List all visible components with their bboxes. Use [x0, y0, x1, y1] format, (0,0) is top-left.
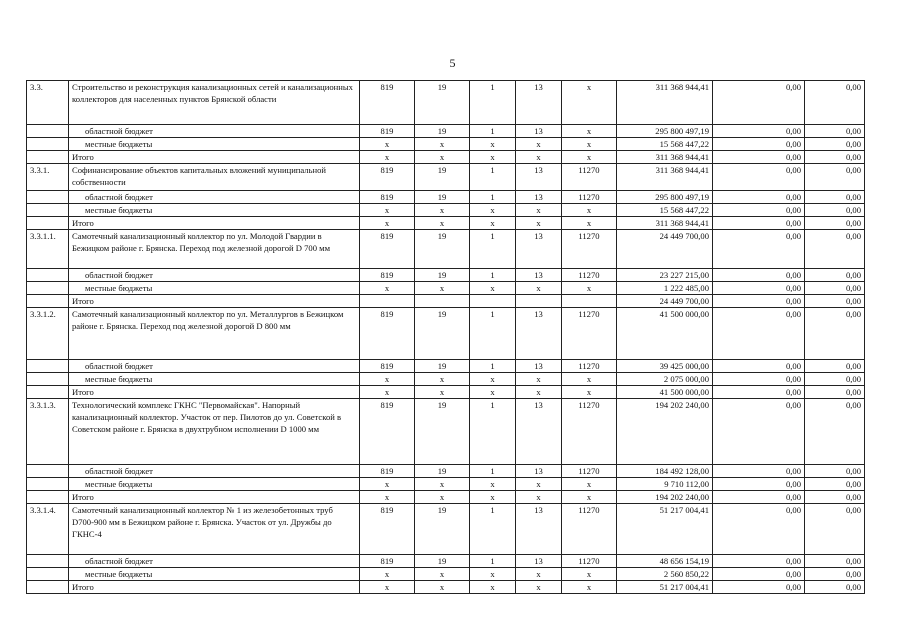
- amount-year-2: 0,00: [713, 581, 805, 594]
- row-code: [27, 191, 69, 204]
- subsection-code: 1: [470, 230, 516, 269]
- section-code: x: [415, 373, 470, 386]
- amount-year-2: 0,00: [713, 373, 805, 386]
- row-code: 3.3.1.: [27, 164, 69, 191]
- subsection-code: x: [470, 204, 516, 217]
- section-code: 19: [415, 191, 470, 204]
- amount-year-2: 0,00: [713, 125, 805, 138]
- amount-year-2: 0,00: [713, 308, 805, 360]
- subsection-code: 1: [470, 191, 516, 204]
- row-name: местные бюджеты: [69, 373, 360, 386]
- target-code: x: [562, 581, 617, 594]
- ministry-code: 819: [360, 465, 415, 478]
- row-name: областной бюджет: [69, 191, 360, 204]
- ministry-code: x: [360, 581, 415, 594]
- section-code: x: [415, 138, 470, 151]
- section-code: x: [415, 282, 470, 295]
- target-code: 11270: [562, 504, 617, 555]
- table-row-budget: [27, 478, 865, 491]
- amount-year-3: 0,00: [805, 217, 865, 230]
- subsection-code: 1: [470, 164, 516, 191]
- subsection-code: x: [470, 568, 516, 581]
- row-code: [27, 282, 69, 295]
- ministry-code: 819: [360, 399, 415, 465]
- target-code: 11270: [562, 308, 617, 360]
- program-code: 13: [516, 465, 562, 478]
- subsection-code: 1: [470, 504, 516, 555]
- row-name: местные бюджеты: [69, 478, 360, 491]
- amount-year-3: 0,00: [805, 581, 865, 594]
- row-name: Итого: [69, 295, 360, 308]
- section-code: 19: [415, 555, 470, 568]
- amount-year-1: 2 075 000,00: [617, 373, 713, 386]
- target-code: x: [562, 568, 617, 581]
- section-code: 19: [415, 164, 470, 191]
- program-code: 13: [516, 555, 562, 568]
- row-name: областной бюджет: [69, 360, 360, 373]
- table-row-budget: [27, 138, 865, 151]
- program-code: x: [516, 282, 562, 295]
- program-code: x: [516, 151, 562, 164]
- program-code: 13: [516, 125, 562, 138]
- program-code: 13: [516, 81, 562, 125]
- subsection-code: 1: [470, 269, 516, 282]
- target-code: x: [562, 204, 617, 217]
- amount-year-2: 0,00: [713, 568, 805, 581]
- row-code: 3.3.1.1.: [27, 230, 69, 269]
- budget-table: [26, 80, 865, 594]
- ministry-code: x: [360, 568, 415, 581]
- program-code: x: [516, 204, 562, 217]
- section-code: 19: [415, 81, 470, 125]
- row-code: [27, 568, 69, 581]
- amount-year-3: 0,00: [805, 151, 865, 164]
- row-name: местные бюджеты: [69, 282, 360, 295]
- ministry-code: 819: [360, 269, 415, 282]
- amount-year-3: 0,00: [805, 373, 865, 386]
- row-code: [27, 295, 69, 308]
- row-code: [27, 125, 69, 138]
- row-name: Самотечный канализационный коллектор по ул. Молодой Гвардии в Бежицком районе г. Брянска. Переход под железной дорогой D 700 мм: [69, 230, 360, 269]
- program-code: x: [516, 217, 562, 230]
- amount-year-1: 311 368 944,41: [617, 164, 713, 191]
- section-code: x: [415, 491, 470, 504]
- ministry-code: x: [360, 151, 415, 164]
- row-code: 3.3.1.4.: [27, 504, 69, 555]
- table-row-total: [27, 295, 865, 308]
- amount-year-1: 194 202 240,00: [617, 491, 713, 504]
- section-code: x: [415, 217, 470, 230]
- amount-year-2: 0,00: [713, 282, 805, 295]
- ministry-code: x: [360, 282, 415, 295]
- row-name: местные бюджеты: [69, 204, 360, 217]
- row-code: 3.3.1.2.: [27, 308, 69, 360]
- amount-year-1: 2 560 850,22: [617, 568, 713, 581]
- amount-year-2: 0,00: [713, 386, 805, 399]
- program-code: x: [516, 373, 562, 386]
- row-code: [27, 360, 69, 373]
- table-row-budget: [27, 373, 865, 386]
- program-code: 13: [516, 269, 562, 282]
- amount-year-1: 1 222 485,00: [617, 282, 713, 295]
- row-code: [27, 491, 69, 504]
- ministry-code: 819: [360, 230, 415, 269]
- table-row-budget: [27, 282, 865, 295]
- amount-year-2: 0,00: [713, 478, 805, 491]
- subsection-code: [470, 295, 516, 308]
- row-code: [27, 217, 69, 230]
- target-code: x: [562, 217, 617, 230]
- amount-year-3: 0,00: [805, 269, 865, 282]
- amount-year-1: 295 800 497,19: [617, 191, 713, 204]
- ministry-code: [360, 295, 415, 308]
- amount-year-3: 0,00: [805, 504, 865, 555]
- ministry-code: x: [360, 478, 415, 491]
- amount-year-1: 48 656 154,19: [617, 555, 713, 568]
- section-code: [415, 295, 470, 308]
- amount-year-3: 0,00: [805, 164, 865, 191]
- section-code: x: [415, 386, 470, 399]
- program-code: x: [516, 478, 562, 491]
- table-row-budget: [27, 555, 865, 568]
- amount-year-1: 39 425 000,00: [617, 360, 713, 373]
- amount-year-1: 15 568 447,22: [617, 138, 713, 151]
- ministry-code: 819: [360, 308, 415, 360]
- amount-year-2: 0,00: [713, 399, 805, 465]
- amount-year-3: 0,00: [805, 478, 865, 491]
- table-row-total: [27, 581, 865, 594]
- subsection-code: x: [470, 491, 516, 504]
- amount-year-1: 295 800 497,19: [617, 125, 713, 138]
- row-name: Итого: [69, 386, 360, 399]
- target-code: 11270: [562, 191, 617, 204]
- subsection-code: 1: [470, 360, 516, 373]
- subsection-code: 1: [470, 308, 516, 360]
- section-code: x: [415, 568, 470, 581]
- amount-year-3: 0,00: [805, 308, 865, 360]
- row-code: [27, 555, 69, 568]
- amount-year-2: 0,00: [713, 164, 805, 191]
- subsection-code: x: [470, 373, 516, 386]
- amount-year-2: 0,00: [713, 555, 805, 568]
- subsection-code: 1: [470, 465, 516, 478]
- table-row-item: [27, 308, 865, 360]
- subsection-code: x: [470, 282, 516, 295]
- amount-year-3: 0,00: [805, 230, 865, 269]
- program-code: 13: [516, 230, 562, 269]
- amount-year-2: 0,00: [713, 217, 805, 230]
- amount-year-3: 0,00: [805, 386, 865, 399]
- table-row-budget: [27, 360, 865, 373]
- amount-year-2: 0,00: [713, 191, 805, 204]
- ministry-code: x: [360, 204, 415, 217]
- program-code: x: [516, 568, 562, 581]
- table-row-total: [27, 217, 865, 230]
- ministry-code: 819: [360, 360, 415, 373]
- target-code: 11270: [562, 230, 617, 269]
- page-number: 5: [449, 56, 456, 70]
- target-code: 11270: [562, 465, 617, 478]
- amount-year-3: 0,00: [805, 555, 865, 568]
- amount-year-3: 0,00: [805, 81, 865, 125]
- program-code: 13: [516, 360, 562, 373]
- table-row-total: [27, 386, 865, 399]
- table-row-budget: [27, 125, 865, 138]
- row-name: Итого: [69, 581, 360, 594]
- table-row-budget: [27, 269, 865, 282]
- program-code: x: [516, 491, 562, 504]
- section-code: 19: [415, 125, 470, 138]
- section-code: 19: [415, 465, 470, 478]
- program-code: 13: [516, 399, 562, 465]
- row-code: [27, 386, 69, 399]
- amount-year-3: 0,00: [805, 282, 865, 295]
- amount-year-2: 0,00: [713, 151, 805, 164]
- program-code: 13: [516, 191, 562, 204]
- subsection-code: 1: [470, 125, 516, 138]
- amount-year-3: 0,00: [805, 360, 865, 373]
- amount-year-3: 0,00: [805, 204, 865, 217]
- target-code: x: [562, 373, 617, 386]
- table-row-item: [27, 230, 865, 269]
- row-name: областной бюджет: [69, 269, 360, 282]
- table-row-budget: [27, 568, 865, 581]
- ministry-code: x: [360, 217, 415, 230]
- subsection-code: x: [470, 151, 516, 164]
- target-code: x: [562, 125, 617, 138]
- row-code: [27, 151, 69, 164]
- row-code: 3.3.: [27, 81, 69, 125]
- amount-year-1: 51 217 004,41: [617, 504, 713, 555]
- subsection-code: x: [470, 138, 516, 151]
- ministry-code: 819: [360, 504, 415, 555]
- table-row-total: [27, 491, 865, 504]
- subsection-code: 1: [470, 555, 516, 568]
- section-code: 19: [415, 360, 470, 373]
- row-name: Самотечный канализационный коллектор № 1 из железобетонных труб D700-900 мм в Бежицком районе г. Брянска. Участок от ул. Дружбы до ГКНС-4: [69, 504, 360, 555]
- row-code: [27, 138, 69, 151]
- ministry-code: x: [360, 373, 415, 386]
- ministry-code: 819: [360, 191, 415, 204]
- row-name: Итого: [69, 491, 360, 504]
- amount-year-3: 0,00: [805, 568, 865, 581]
- target-code: 11270: [562, 360, 617, 373]
- ministry-code: 819: [360, 164, 415, 191]
- table-body: [27, 81, 865, 594]
- subsection-code: x: [470, 478, 516, 491]
- target-code: x: [562, 138, 617, 151]
- section-code: 19: [415, 399, 470, 465]
- amount-year-3: 0,00: [805, 125, 865, 138]
- table-row-item: [27, 164, 865, 191]
- ministry-code: 819: [360, 555, 415, 568]
- amount-year-1: 41 500 000,00: [617, 308, 713, 360]
- row-name: местные бюджеты: [69, 568, 360, 581]
- row-code: [27, 373, 69, 386]
- ministry-code: x: [360, 491, 415, 504]
- section-code: 19: [415, 230, 470, 269]
- target-code: x: [562, 491, 617, 504]
- amount-year-2: 0,00: [713, 138, 805, 151]
- target-code: x: [562, 81, 617, 125]
- amount-year-2: 0,00: [713, 295, 805, 308]
- row-name: Технологический комплекс ГКНС "Первомайская". Напорный канализационный коллектор. Участок от пер. Пилотов до ул. Советской в Советском районе г. Брянска в двухтрубном исполнении D 1000 мм: [69, 399, 360, 465]
- row-name: Софинансирование объектов капитальных вложений муниципальной собственности: [69, 164, 360, 191]
- target-code: 11270: [562, 269, 617, 282]
- program-code: x: [516, 138, 562, 151]
- target-code: x: [562, 282, 617, 295]
- target-code: x: [562, 151, 617, 164]
- table-row-total: [27, 151, 865, 164]
- amount-year-1: 23 227 215,00: [617, 269, 713, 282]
- subsection-code: x: [470, 386, 516, 399]
- target-code: [562, 295, 617, 308]
- table-row-item: [27, 81, 865, 125]
- amount-year-3: 0,00: [805, 465, 865, 478]
- table-row-budget: [27, 465, 865, 478]
- row-name: областной бюджет: [69, 465, 360, 478]
- program-code: x: [516, 581, 562, 594]
- subsection-code: x: [470, 581, 516, 594]
- amount-year-1: 24 449 700,00: [617, 230, 713, 269]
- amount-year-1: 9 710 112,00: [617, 478, 713, 491]
- amount-year-1: 24 449 700,00: [617, 295, 713, 308]
- amount-year-2: 0,00: [713, 204, 805, 217]
- section-code: 19: [415, 269, 470, 282]
- program-code: x: [516, 386, 562, 399]
- row-code: [27, 581, 69, 594]
- section-code: x: [415, 204, 470, 217]
- program-code: [516, 295, 562, 308]
- amount-year-2: 0,00: [713, 465, 805, 478]
- section-code: x: [415, 478, 470, 491]
- amount-year-3: 0,00: [805, 399, 865, 465]
- row-code: [27, 269, 69, 282]
- subsection-code: 1: [470, 399, 516, 465]
- amount-year-2: 0,00: [713, 491, 805, 504]
- amount-year-2: 0,00: [713, 504, 805, 555]
- amount-year-1: 194 202 240,00: [617, 399, 713, 465]
- table-row-budget: [27, 191, 865, 204]
- row-code: [27, 465, 69, 478]
- program-code: 13: [516, 308, 562, 360]
- subsection-code: x: [470, 217, 516, 230]
- amount-year-1: 184 492 128,00: [617, 465, 713, 478]
- row-name: Итого: [69, 217, 360, 230]
- section-code: 19: [415, 308, 470, 360]
- target-code: x: [562, 386, 617, 399]
- ministry-code: 819: [360, 81, 415, 125]
- program-code: 13: [516, 504, 562, 555]
- ministry-code: x: [360, 386, 415, 399]
- amount-year-2: 0,00: [713, 81, 805, 125]
- target-code: 11270: [562, 399, 617, 465]
- section-code: 19: [415, 504, 470, 555]
- subsection-code: 1: [470, 81, 516, 125]
- target-code: 11270: [562, 555, 617, 568]
- table-row-item: [27, 399, 865, 465]
- row-name: Строительство и реконструкция канализационных сетей и канализационных коллекторов для населенных пунктов Брянской области: [69, 81, 360, 125]
- amount-year-2: 0,00: [713, 360, 805, 373]
- row-name: Самотечный канализационный коллектор по ул. Металлургов в Бежицком районе г. Брянска. Переход под железной дорогой D 800 мм: [69, 308, 360, 360]
- row-code: [27, 204, 69, 217]
- table-row-budget: [27, 204, 865, 217]
- section-code: x: [415, 151, 470, 164]
- amount-year-2: 0,00: [713, 230, 805, 269]
- section-code: x: [415, 581, 470, 594]
- amount-year-1: 41 500 000,00: [617, 386, 713, 399]
- row-code: [27, 478, 69, 491]
- ministry-code: x: [360, 138, 415, 151]
- target-code: x: [562, 478, 617, 491]
- row-name: областной бюджет: [69, 125, 360, 138]
- ministry-code: 819: [360, 125, 415, 138]
- amount-year-3: 0,00: [805, 138, 865, 151]
- row-name: Итого: [69, 151, 360, 164]
- program-code: 13: [516, 164, 562, 191]
- row-name: местные бюджеты: [69, 138, 360, 151]
- amount-year-3: 0,00: [805, 191, 865, 204]
- amount-year-1: 311 368 944,41: [617, 151, 713, 164]
- row-code: 3.3.1.3.: [27, 399, 69, 465]
- amount-year-1: 311 368 944,41: [617, 217, 713, 230]
- amount-year-2: 0,00: [713, 269, 805, 282]
- row-name: областной бюджет: [69, 555, 360, 568]
- amount-year-3: 0,00: [805, 295, 865, 308]
- amount-year-1: 311 368 944,41: [617, 81, 713, 125]
- amount-year-1: 15 568 447,22: [617, 204, 713, 217]
- target-code: 11270: [562, 164, 617, 191]
- table-row-item: [27, 504, 865, 555]
- amount-year-1: 51 217 004,41: [617, 581, 713, 594]
- amount-year-3: 0,00: [805, 491, 865, 504]
